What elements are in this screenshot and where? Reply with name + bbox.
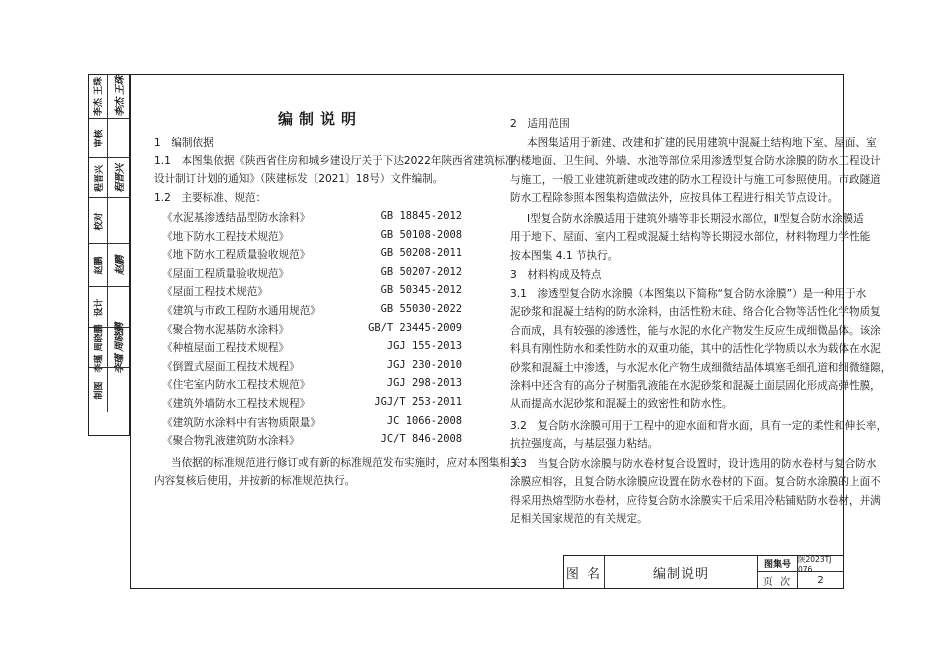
paragraph-line: 合而成，具有较强的渗透性，能与水泥的水化产物发生反应生成细微晶体。该涂 [510,324,881,337]
paragraph-line: Ⅰ型复合防水涂膜适用于建筑外墙等非长期浸水部位，Ⅱ型复合防水涂膜适 [527,213,864,225]
section-1-heading: 1 编制依据 [154,137,214,149]
paragraph-line: 抗拉强度高，与基层强力粘结。 [510,438,659,451]
page-title: 编制说明 [278,110,363,128]
standard-name: 《建筑防水涂料中有害物质限量》 [162,416,321,429]
signature: 李瑾 周晓鹏 [114,322,126,374]
section-1-1-line-1: 1.1 本图集依据《陕西省住房和城乡建设厅关于下达2022年陕西省建筑标准 [154,155,516,167]
paragraph-line: 按本图集 4.1 节执行。 [510,249,619,262]
standard-code: GB 50208-2011 [380,247,462,260]
standard-name: 《地下防水工程质量验收规范》 [162,249,311,262]
signature-role-label: 赵鹏 [89,244,108,287]
paragraph-line: 料具有刚性防水和柔性防水的双重功能，其中的活性化学物质以水为载体在水泥 [510,343,881,356]
signature-cell [89,197,129,244]
standard-name: 《种植屋面工程技术规程》 [162,342,290,355]
standard-code: GB 55030-2022 [380,303,462,315]
standard-name: 《建筑外墙防水工程技术规程》 [162,398,311,410]
paragraph-line: 涂料中还含有的高分子树脂乳液能在水泥砂浆和混凝土面层固化形成高弹性膜， [510,380,881,392]
paragraph-line: 足相关国家规范的有关规定。 [510,513,648,526]
drawing-name-label: 图 名 [564,556,605,588]
standard-name: 《住宅室内防水工程技术规范》 [162,379,311,392]
signature-cell [89,157,129,198]
paragraph-line: 3.2 复合防水涂膜可用于工程中的迎水面和背水面，具有一定的柔性和伸长率， [510,420,888,432]
note-line-1: 当依据的标准规范进行修订或有新的标准规范发布实施时，应对本图集相关 [171,457,521,469]
standard-code: JGJ 298-2013 [386,377,462,390]
signature-role-label: 程晋兴 [89,158,108,198]
standard-name: 《水泥基渗透结晶型防水涂料》 [162,212,311,224]
signature-role-label: 设计 [89,287,108,328]
paragraph-line: 涂膜应相容，且复合防水涂膜应设置在防水卷材的下面。复合防水涂膜的上面不 [510,476,881,489]
paragraph-line: 3.1 渗透型复合防水涂膜（本图集以下简称“复合防水涂膜”）是一种用于水 [510,288,867,300]
signature-cell [89,243,129,287]
standard-name: 《屋面工程质量验收规范》 [162,267,290,280]
title-block [563,555,844,589]
signature-role-label: 校对 [89,198,108,244]
signature-cell [89,367,129,412]
signature-role-label: 李杰 王珠 [89,75,108,118]
signature-role-label: 制图 [89,368,108,412]
signature-role-label: 李瑾 周晓鹏 [89,328,108,368]
paragraph-line: 泥砂浆和混凝土结构的防水涂料，由活性粉末硅、络合化合物等活性化学物质复 [510,306,881,319]
standard-name: 《聚合物水泥基防水涂料》 [162,323,290,336]
standard-name: 《倒置式屋面工程技术规程》 [162,360,300,373]
standard-name: 《聚合物乳液建筑防水涂料》 [162,435,300,448]
signature [107,198,129,244]
standard-code: GB 50108-2008 [380,228,462,241]
note-line-2: 内容复核后使用，并按新的标准规范执行。 [154,475,356,487]
standard-code: JGJ 230-2010 [386,358,462,371]
standard-name: 《屋面工程技术规范》 [162,286,268,299]
paragraph-line: 砂浆和混凝土中渗透，与水泥水化产物生成细微结晶体填塞毛细孔道和细微缝隙， [510,361,892,374]
signature: 赵鹏 [114,256,126,275]
standard-code: GB 18845-2012 [380,210,462,222]
section-1-2-heading: 1.2 主要标准、规范： [154,192,267,204]
page-number-label: 页 次 [762,576,793,588]
standard-name: 《地下防水工程技术规范》 [162,230,290,243]
signature-role-label: 审核 [89,119,108,158]
atlas-number-label: 图集号 [758,556,797,572]
signature-strip [88,74,130,436]
standard-code: JGJ/T 253-2011 [374,396,462,408]
standard-code: JC/T 846-2008 [380,433,462,446]
paragraph-line: 本图集适用于新建、改建和扩建的民用建筑中混凝土结构地下室、屋面、室 [527,137,877,149]
signature: 程晋兴 [114,163,126,193]
paragraph-line: 得采用热熔型防水卷材，应待复合防水涂膜实干后采用冷粘铺贴防水卷材，并满 [510,494,881,507]
page-number: 2 [817,574,824,586]
standard-name: 《建筑与市政工程防水通用规范》 [162,305,321,317]
signature [107,119,129,158]
section-2-heading: 2 适用范围 [510,118,570,130]
atlas-number: 陕2023TJ 076 [798,556,843,572]
section-3-heading: 3 材料构成及特点 [510,269,602,281]
standard-code: JGJ 155-2013 [386,340,462,353]
standard-code: JC 1066-2008 [386,414,462,427]
paragraph-line: 从而提高水泥砂浆和混凝土的致密性和防水性。 [510,398,733,411]
signature-cell [89,286,129,328]
paragraph-line: 3.3 当复合防水涂膜与防水卷材复合设置时，设计选用的防水卷材与复合防水 [510,458,877,470]
signature: 李杰 王珠 [114,76,126,117]
paragraph-line: 内楼地面、卫生间、外墙、水池等部位采用渗透型复合防水涂膜的防水工程设计 [510,155,881,168]
standard-code: GB/T 23445-2009 [368,321,462,334]
signature [107,287,129,328]
paragraph-line: 防水工程除参照本图集构造做法外，应按具体工程进行相关节点设计。 [510,192,839,205]
standard-code: GB 50345-2012 [380,284,462,297]
standard-code: GB 50207-2012 [380,265,462,278]
section-1-1-line-2: 设计制订计划的通知》（陕建标发〔2021〕18号）文件编制。 [154,173,444,185]
signature [107,368,129,412]
signature-cell [89,75,129,118]
signature-cell [89,322,129,374]
paragraph-line: 用于地下、屋面、室内工程或混凝土结构等长期浸水部位，材料物理力学性能 [510,231,871,244]
drawing-name: 编制说明 [605,556,758,588]
paragraph-line: 与施工，一般工业建筑新建或改建的防水工程设计与施工可参照使用。市政隧道 [510,173,881,186]
signature-cell [89,118,129,158]
